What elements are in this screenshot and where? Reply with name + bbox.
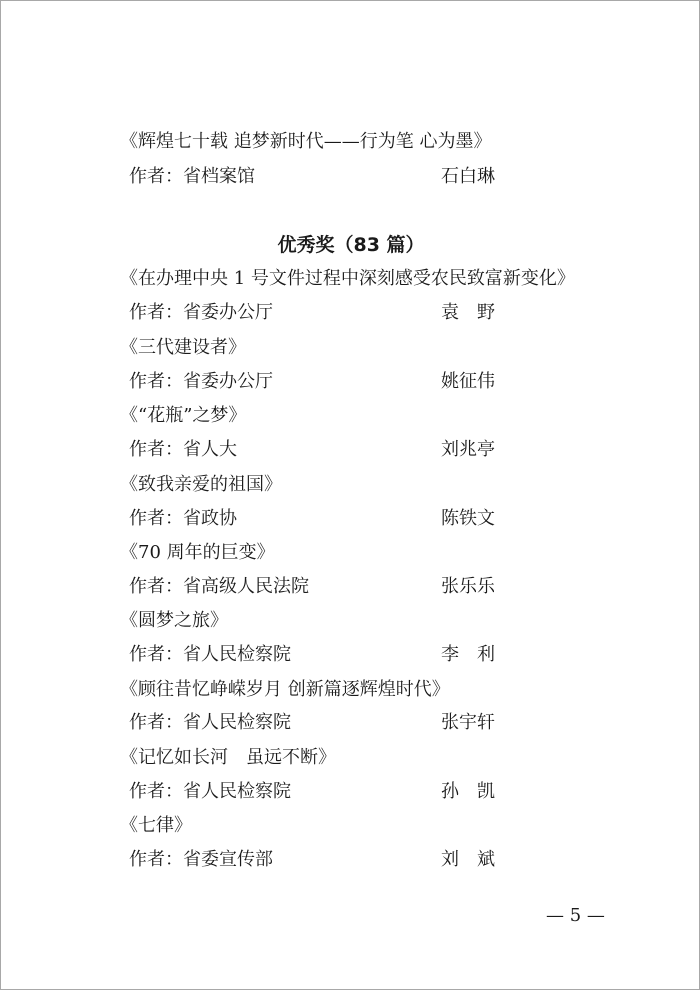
entry-person: 孙 凯 <box>441 781 495 802</box>
entry-unit: 作者：省委宣传部 <box>129 849 273 870</box>
entry-title: 《记忆如长河 虽远不断》 <box>120 747 336 768</box>
entry-person: 张乐乐 <box>441 576 495 597</box>
entry-title: 《致我亲爱的祖国》 <box>120 474 282 495</box>
entry-unit: 作者：省政协 <box>129 508 237 529</box>
section-heading: 优秀奖（83 篇） <box>277 234 425 256</box>
entry-person: 姚征伟 <box>441 371 495 392</box>
entry-title: 《七律》 <box>120 815 192 836</box>
entry-unit: 作者：省人民检察院 <box>129 781 291 802</box>
entry-unit: 作者：省委办公厅 <box>129 371 273 392</box>
entry-title: 《在办理中央 1 号文件过程中深刻感受农民致富新变化》 <box>120 268 575 289</box>
entry-person: 石白琳 <box>441 166 495 187</box>
entry-person: 袁 野 <box>441 302 495 323</box>
entry-unit: 作者：省人民检察院 <box>129 644 291 665</box>
entry-unit: 作者：省档案馆 <box>129 166 255 187</box>
entry-unit: 作者：省高级人民法院 <box>129 576 309 597</box>
entry-unit: 作者：省人大 <box>129 439 237 460</box>
entry-person: 李 利 <box>441 644 495 665</box>
entry-title: 《圆梦之旅》 <box>120 610 228 631</box>
entry-person: 陈铁文 <box>441 508 495 529</box>
entry-title: 《“花瓶”之梦》 <box>120 405 247 426</box>
entry-person: 张宇轩 <box>441 712 495 733</box>
entry-title: 《顾往昔忆峥嵘岁月 创新篇逐辉煌时代》 <box>120 679 450 700</box>
entry-title: 《辉煌七十载 追梦新时代——行为笔 心为墨》 <box>120 131 492 152</box>
page-number: — 5 — <box>546 905 605 926</box>
entry-title: 《70 周年的巨变》 <box>120 542 275 563</box>
entry-unit: 作者：省人民检察院 <box>129 712 291 733</box>
entry-person: 刘兆亭 <box>441 439 495 460</box>
entry-person: 刘 斌 <box>441 849 495 870</box>
entry-unit: 作者：省委办公厅 <box>129 302 273 323</box>
entry-title: 《三代建设者》 <box>120 337 246 358</box>
